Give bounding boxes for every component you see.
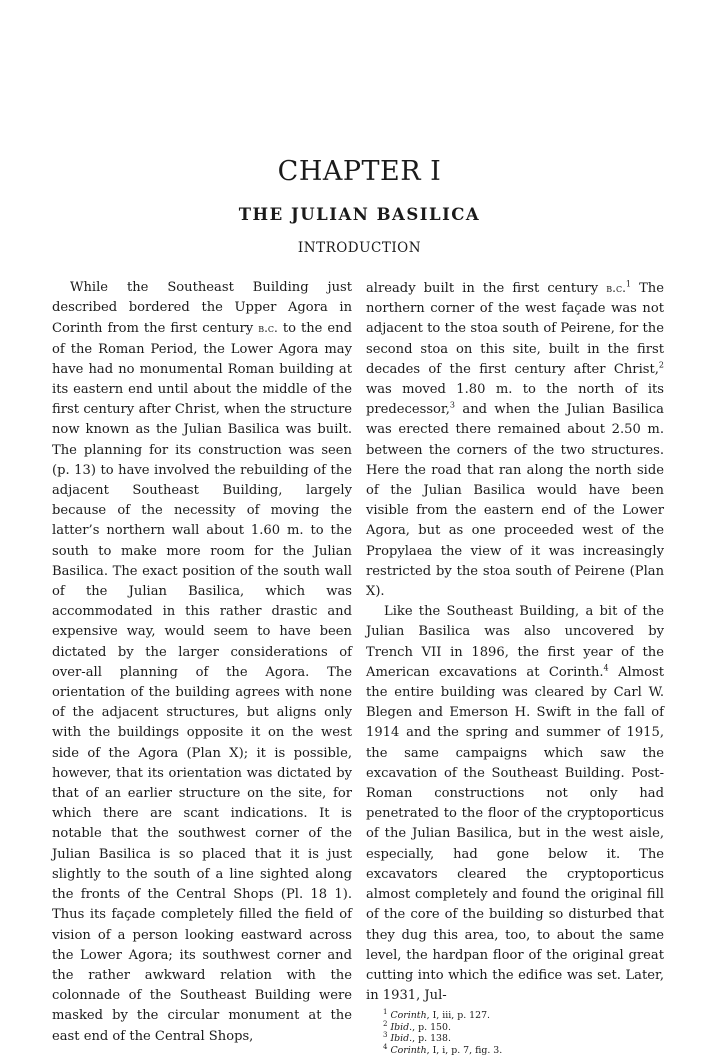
footnote-source: Corinth [390, 1010, 427, 1022]
paragraph-text: The northern corner of the west façade was not adjacent to the stoa south of Peirene, for the second stoa on this site, built in the first decades of the first century after Christ, [366, 281, 664, 377]
paragraph-text: 1). Thus its façade completely filled the field of vision of a person looking eastward across the Lower Agora; its southwest corner and the rather awkward relation with the colonnade of the Southeast Building were masked by the circular monument at the east end of the Central Shops, [52, 887, 352, 1044]
footnote-source: Ibid. [390, 1033, 413, 1045]
paragraph-text: already built in the first century [366, 281, 599, 296]
paragraph-text: Like the Southeast Building, a bit of the Julian Basilica was also uncovered by Trench VII in 1896, the first year of the American excavations at Corinth. [366, 604, 664, 680]
footnote-text: , I, i, p. 7, fig. 3. [426, 1044, 503, 1056]
paragraph-excavation [366, 602, 664, 1006]
footnote [383, 1042, 664, 1056]
paragraph-continued [366, 278, 664, 602]
footnote-text: , I, iii, p. 127. [426, 1010, 491, 1022]
footnote-number: 1 [383, 1008, 388, 1017]
left-column [52, 278, 352, 1047]
paragraph-text: and when the Julian Basilica was erected there remained about 2.50 m. between the corners of the two structures. Here the road that ran along the north side of the Julian Basilica would have been visible from the eastern end of the Lower Agora, but as one proceeded west of the Propylaea the view of it was increasingly restricted by the stoa south of Peirene (Plan X). [366, 402, 664, 600]
footnotes [366, 1010, 664, 1056]
footnote-ref: 1 [625, 279, 632, 289]
footnote-ref: 3 [449, 400, 456, 410]
paragraph-intro [52, 278, 352, 1047]
bc-abbreviation: b.c. [258, 321, 278, 336]
paragraph-text: was moved 1.80 m. to the north of its predecessor, [366, 382, 664, 418]
footnote-text: , p. 150. [412, 1021, 451, 1033]
paragraph-text: While the Southeast Building just described bordered the Upper Agora in Corinth from the first century [52, 280, 352, 337]
footnote-ref: 2 [658, 360, 664, 370]
section-heading: INTRODUCTION [297, 240, 422, 256]
footnote-number: 2 [383, 1019, 388, 1028]
bc-abbreviation: b.c. [606, 281, 626, 295]
footnote [383, 1033, 664, 1045]
footnote-source: Corinth [390, 1044, 427, 1056]
footnote-source: Ibid. [390, 1021, 413, 1033]
paragraph-text: to the end of the Roman Period, the Lower Agora may have had no monumental Roman building at its eastern end until about the middle of the first century after Christ, when the structure now known as the Julian Basilica was built. The planning for its construction was seen (p. 13) to have involved the rebuilding of the adjacent Southeast Building, largely because of the necessity of moving the latter’s northern wall about 1.60 m. to the south to make more room for the Julian Basilica. The exact position of the south wall of the Julian Basilica, which was accommodated in this rather drastic and expensive way, would seem to have been dictated by the larger considerations of over-all planning of the Agora. The orientation of the building agrees with none of the adjacent structures, but aligns only with the buildings opposite it on the west side of the Agora (Plan X); it is possible, however, that its orientation was dictated by that of an earlier structure on the site, for which there are scant indications. It is notable that the southwest corner of the Julian Basilica is so placed that it is just slightly to the south of a line sighted along the fronts of the Central Shops (Pl. 18 [52, 321, 352, 903]
chapter-heading: CHAPTER I [277, 156, 442, 187]
footnote-text: , p. 138. [412, 1033, 451, 1045]
paragraph-text: Almost the entire building was cleared by Carl W. Blegen and Emerson H. Swift in the fall of 1914 and the spring and summer of 1915, the same campaigns which saw the excavation of the Southeast Building. Post-Roman constructions not only had penetrated to the floor of the cryptoporticus of the Julian Basilica, but in the west aisle, especially, had gone below it. The excavators cleared the cryptoporticus almost completely and found the original fill of the core of the building so disturbed that they dug this area, too, to about the same level, the hardpan floor of the original great cutting into which the edifice was set. Later, in 1931, Jul- [366, 664, 664, 1004]
footnote-number: 3 [383, 1031, 388, 1040]
footnote-number: 4 [383, 1042, 388, 1051]
footnote-ref: 4 [603, 663, 609, 673]
footnote [383, 1010, 664, 1022]
chapter-title: THE JULIAN BASILICA [238, 205, 481, 224]
right-column [366, 278, 664, 1056]
